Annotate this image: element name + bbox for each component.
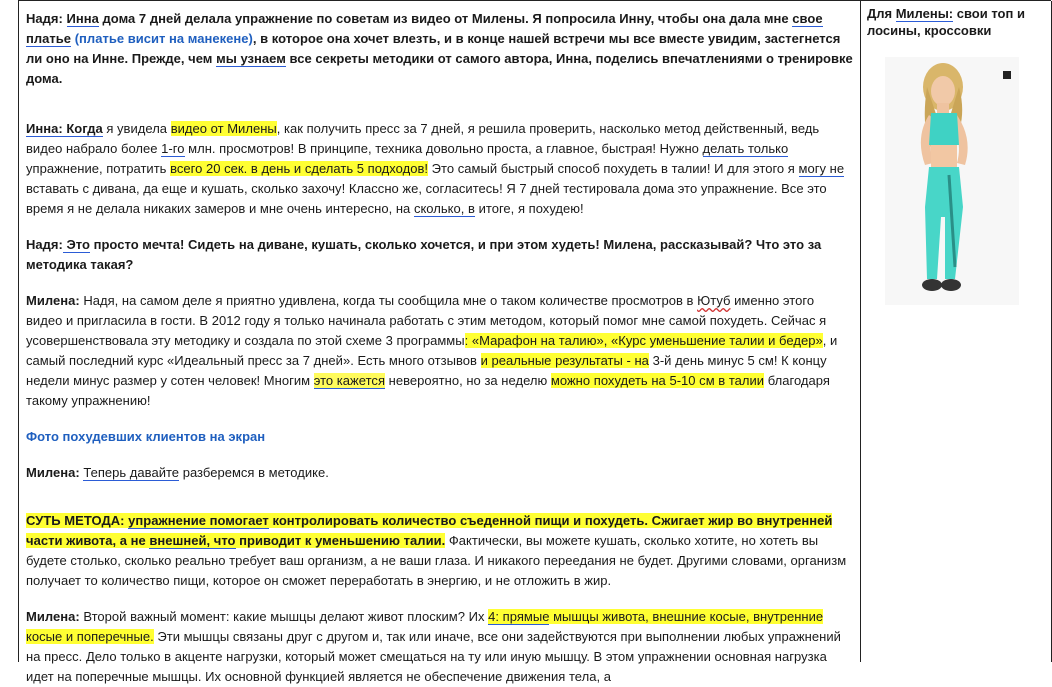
text: Фактически, вы можете кушать, сколько хотите, но хотеть вы будете столько, сколько реально требует ваш организм, а не ваши глаза. И никакого переедания не будет. Другими словами, организм получает то количество пищи, которое он сможет переработать в энергию, и не отложить в жир.: [26, 533, 847, 588]
text: упражнение, потратить: [26, 161, 171, 176]
highlighted-text: и реальные результаты - на: [480, 353, 649, 368]
underlined-text: 1-го: [161, 141, 185, 156]
speaker-label: Надя:: [26, 11, 63, 26]
text: 3-й день минус 5 см! К концу недели минус размер у сотен человек! Многим: [26, 353, 827, 388]
paragraph-inna: [26, 119, 854, 219]
paragraph-photo-note: [26, 427, 854, 447]
paragraph-muscles: [26, 607, 854, 687]
speaker-label: Надя:: [26, 237, 63, 252]
stage-direction: Фото похудевших клиентов на экран: [26, 429, 266, 444]
highlighted-text: можно похудеть на 5-10 см в талии: [550, 373, 765, 388]
underlined-text: делать только: [702, 141, 789, 156]
text: все секреты методики от самого автора, Инна, поделись впечатлениями о тренировке дома.: [26, 51, 853, 86]
highlighted-text: приводит к уменьшению талии.: [235, 533, 446, 548]
main-column: [19, 1, 861, 684]
script-table: [18, 0, 1051, 684]
text: Надя, на самом деле я приятно удивлена, когда ты сообщила мне о таком количестве просмотров в: [79, 293, 698, 308]
text: Эти мышцы связаны друг с другом и, так или иначе, все они задействуются при выполнении любых упражнений на пресс. Дело только в акценте нагрузки, который может смещаться на ту или иную мышцу. В этом упражнении основная нагрузка идет на поперечные мышцы. Их основной функцией является не обеспечение движения тела, а: [26, 629, 841, 684]
text: Для: [867, 6, 896, 21]
paragraph-intro: [26, 9, 854, 89]
text: я увидела: [102, 121, 171, 136]
text: именно этого видео и пригласила в гости. В 2012 году я только начинала работать с этим методом, который помог мне самой похудеть. Сейчас я усовершенствовала эту методику и создала по этой схеме 3 программы: [26, 293, 827, 348]
paragraph-method-essence: [26, 511, 854, 591]
paragraph-nadya-question: [26, 235, 854, 275]
text: невероятно, но за неделю: [385, 373, 551, 388]
text: разберемся в методике.: [179, 465, 329, 480]
highlighted-text: : «Марафон на талию»,: [464, 333, 608, 348]
text: Второй важный момент: какие мышцы делают живот плоским? Их: [79, 609, 489, 624]
underlined-text: Милены:: [895, 6, 954, 21]
text: благодаря такому упражнению!: [26, 373, 830, 408]
underlined-text: мы узнаем: [216, 51, 286, 66]
underlined-text: сколько, в: [413, 201, 475, 216]
underlined-text: свое платье: [26, 11, 823, 46]
method-heading: СУТЬ МЕТОДА:: [26, 513, 125, 528]
underlined-text: могу не: [798, 161, 845, 176]
text: вставать с дивана, да еще и кушать, сколько захочу! Классно же, согласитесь! Я 7 дней тестировала дома это упражнение. Все это время я не делала никаких замеров и мне очень интересно, на: [26, 181, 827, 216]
highlighted-text: упражнение помогает: [128, 513, 269, 528]
speaker-label: Милена:: [26, 465, 80, 480]
speaker-label: Милена:: [26, 293, 80, 308]
text: , и самый последний курс «Идеальный пресс за 7 дней». Есть много отзывов: [26, 333, 838, 368]
side-column: [861, 1, 1052, 662]
speaker-label: Милена:: [26, 609, 80, 624]
blue-note: (платье висит на манекене): [71, 31, 253, 46]
costume-note: [861, 1, 1051, 43]
highlighted-text: 4: прямые: [488, 609, 550, 624]
highlighted-text: мышцы живота, внешние косые, внутренние косые и поперечные.: [26, 609, 824, 644]
highlighted-text: всего 20 сек. в день и сделать 5 подходов!: [170, 161, 429, 176]
highlighted-text: это кажется: [313, 373, 385, 388]
text: дома 7 дней делала упражнение по советам из видео от Милены. Я попросила Инну, чтобы она дала мне: [98, 11, 793, 26]
text: свои топ и лосины, кроссовки: [867, 6, 1025, 38]
text: , в которое она хочет влезть, и в конце нашей встречи мы все вместе увидим, застегнется ли оно на Инне. Прежде, чем: [26, 31, 841, 66]
name-inna: Инна: [66, 11, 99, 26]
misspelled-word: Ютуб: [697, 293, 731, 308]
paragraph-milena-answer: [26, 291, 854, 411]
underlined-text: Теперь давайте: [83, 465, 180, 480]
text: млн. просмотров! В принципе, техника довольно проста, а главное, быстрая! Нужно: [184, 141, 703, 156]
paragraph-method-intro: [26, 463, 854, 483]
highlighted-text: внешней, что: [149, 533, 236, 548]
highlighted-text: контролировать количество съеденной пищи и похудеть. Сжигает жир во внутренней части живота, а не: [26, 513, 833, 548]
text: Это самый быстрый способ похудеть в талии! И для этого я: [428, 161, 799, 176]
milena-photo: [885, 57, 1019, 305]
text: просто мечта! Сидеть на диване, кушать, сколько хочется, и при этом худеть! Милена, рассказывай? Что это за методика такая?: [26, 237, 822, 272]
underlined-text: Это: [62, 237, 90, 252]
text: итоге, я похудею!: [474, 201, 584, 216]
highlighted-text: видео от Милены: [170, 121, 277, 136]
speaker-label: Инна: Когда: [26, 121, 103, 136]
highlighted-text: «Курс уменьшение талии и бедер»: [607, 333, 823, 348]
text: , как получить пресс за 7 дней, я решила проверить, насколько метод действенный, ведь видео набрало более: [26, 121, 820, 156]
